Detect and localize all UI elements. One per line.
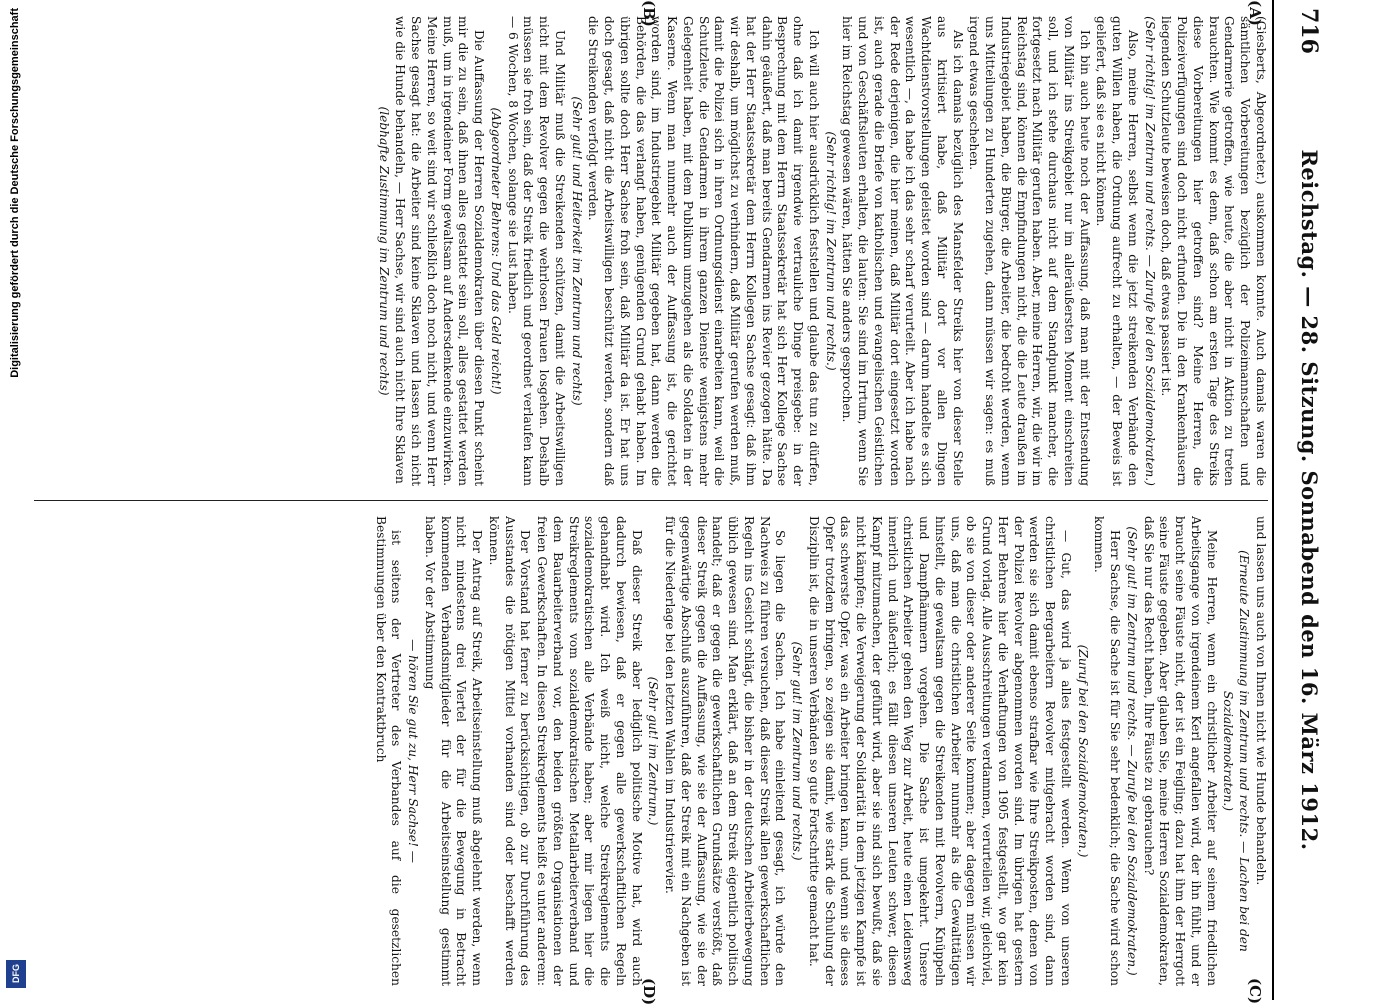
paragraph: Daß dieser Streik aber lediglich politische Motive hat, wird auch dadurch bewiesen, daß er gegen alle gewerkschaftlichen Regeln gehandhabt wird. Ich weiß nicht, welche Streikreglements die sozialdemokratischen alle Verbände haben; aber mir liegen hier die Streikreglements vom sozialdemokratischen Metallarbeiterverband und dem Bauarbeiterverband vor, den beiden größten Organisationen der freien Gewerkschaften. In diesen Streikreglements heißt es unter anderem:: [535, 516, 644, 986]
page-header: [1272, 0, 1330, 1000]
page-number: 716: [1296, 8, 1322, 54]
column-divider: [6, 500, 1268, 501]
footer-strip: [0, 0, 34, 1000]
interjection: — hören Sie gut zu, Herr Sachse! —: [406, 639, 421, 863]
dfg-logo: DFG: [6, 960, 26, 988]
interjection: (Sehr gut! und Heiterkeit im Zentrum und rechts): [569, 96, 584, 406]
paragraph: — Gut, das wird ja alles festgestellt werden. Wenn von unseren christlichen Bergarbeitern Revolver mitgebracht worden sind, dann werden sie sich damit ebenso strafbar wie Ihre Streikposten, denen von der Polizei Revolver abgenommen worden sind. Im übrigen hat gestern Herr Behrens hier die Verhaftungen von 1905 festgestellt, wo gar kein Grund vorlag. Alle Ausschreitungen verdammen, verurteilen wir, gleichviel, ob sie von dieser oder anderer Seite kommen; aber dagegen müssen wir uns, daß man die christlichen Arbeiter nunmehr als die Gewalttätigen hinstellt, die gewaltsam gegen die Streikenden mit Revolvern, Knüppeln und Dampfhämmern vorgehen. Die Sache ist umgekehrt. Unsere christlichen Arbeiter gehen den Weg zur Arbeit, heute einen Leidensweg innerlich und äußerlich; es fällt diesen unseren Leuten schwer, diesen Kampf mitzumachen, der geführt wird, aber sie sind sich bewußt, daß sie nicht kämpfen; die Verweigerung der Solidarität in dem jetzigen Kampfe ist das schwerste Opfer, was ein Arbeiter bringen kann, und wenn sie dieses Opfer trotzdem bringen, so zeigen sie damit, wie stark die Schulung der Disziplin ist, die in unseren Verbänden so gute Fortschritte gemacht hat.: [807, 516, 1073, 986]
right-text-column: [6, 516, 1268, 986]
paragraph: Als ich damals bezüglich des Mansfelder Streiks hier von dieser Stelle aus kritisiert habe, daß Militär dort vor allen Dingen Wachtdienstvorstellungen geleistet worden sind — darum handelte es sich wesentlich —, da habe ich das sehr scharf verurteilt. Aber ich habe nach der Rede derjenigen, die hier meinen, daß Militär dort eingesetzt worden ist, auch gerade die Briefe von katholischen und evangelischen Geistlichen und von Geschäftsleuten erhalten, die lauten: Sie sind im Irrtum, wenn Sie hier im Reichstag gewesen wären, hätten Sie anders gesprochen.: [840, 16, 965, 486]
interjection: (Sehr richtig! im Zentrum und rechts. — Zurufe bei den Sozialdemokraten.): [1142, 16, 1157, 486]
interjection: (Zuruf bei den Sozialdemokraten.): [1075, 644, 1090, 858]
interjection: (Sehr richtig! im Zentrum und rechts.): [823, 131, 838, 371]
interjection: (Sehr gut! im Zentrum und rechts. — Zurufe bei den Sozialdemokraten.): [1125, 526, 1139, 976]
paragraph: So liegen die Sachen. Ich habe einleitend gesagt, ich würde den Nachweis zu führen versuchen, daß dieser Streik allen gewerkschaftlichen Regeln ins Gesicht schlägt, die bisher in der deutschen Arbeiterbewegung üblich gewesen sind. Man erklärt, daß an dem Streik eigentlich politisch handelt; daß er gegen die gewerkschaftlichen Grundsätze verstößt, daß dieser Streik gegen die Auffassung, wie sie der Auffassung, wie sie der gegenwärtige Abschluß auszuführen, daß der Streik mit ein Nachgeben ist für die Niederlage bei den letzten Wahlen im Industrierevier.: [663, 516, 788, 986]
paragraph: Und Militär muß die Streikenden schützen, damit die Arbeitswilligen nicht mit dem Revolver gegen die wehrlosen Frauen losgehen. Deshalb müssen sie froh sein, daß der Streik friedlich und geordnet verlaufen kann — 6 Wochen, 8 Wochen, solange sie Lust haben.: [505, 16, 567, 486]
interjection: (Sehr gut! im Zentrum.): [646, 676, 661, 826]
margin-letter-a: (A): [1246, 0, 1264, 26]
paragraph: Also, meine Herren, selbst wenn die jetzt streikenden Verbände den guten Willen haben, die Ordnung aufrecht zu erhalten, — der Beweis ist geliefert, daß sie es nicht können.: [1094, 16, 1140, 486]
paragraph: Die Auffassung der Herren Sozialdemokraten über diesen Punkt scheint mir die zu sein, daß ihnen alles gestattet sein soll, alles gestattet werden muß, um in irgendeiner Form gewaltsam auf Andersdenkende einzuwirken. Meine Herren, so weit sind wir schließlich doch noch nicht, und wenn Herr Sachse gesagt hat: die Arbeiter sind keine Sklaven und lassen sich nicht wie die Hunde behandeln, — Herr Sachse, wir sind auch nicht Ihre Sklaven: [393, 16, 487, 486]
margin-letter-c: (C): [1246, 978, 1264, 1005]
paragraph: Ich bin auch heute noch der Auffassung, daß man mit der Entsendung von Militär ins Streikgebiet nur im alleräußersten Moment einschreiten soll, und ich stehe durchaus nicht auf dem Standpunkt mancher, die fortgesetzt nach Militär gerufen haben. Aber, meine Herren, wir, die wir im Reichstag sind, können die Empfindungen nicht, die die Leute draußen im Industriegebiet haben, die Bürger, die Arbeiter, die bedroht werden, wenn uns Mitteilungen zu Hunderten zugehen, dann müssen wir sagen: es muß irgend etwas geschehen.: [967, 16, 1092, 486]
interjection: (Abgeordneter Behrens: Und das Geld reicht!): [489, 107, 503, 395]
funding-credit: Digitalisierung gefördert durch die Deutsche Forschungsgemeinschaft: [9, 8, 21, 378]
page-title: Reichstag. — 28. Sitzung. Sonnabend den 16. März 1912.: [1297, 149, 1322, 851]
interjection: (Sehr gut! im Zentrum und rechts.): [790, 641, 805, 861]
interjection: (Erneute Zustimmung im Zentrum und rechts. — Lachen bei den Sozialdemokraten.): [1221, 550, 1252, 952]
paragraph: Herr Sachse, die Sache ist für Sie sehr bedenklich; die Sache wird schon kommen.: [1092, 516, 1123, 986]
quoted-paragraph: Der Antrag auf Streik, Arbeitseinstellung muß abgelehnt werden, wenn nicht mindestens drei Viertel der für die Bewegung in Betracht kommenden Verbandsmitglieder für die Arbeitseinstellung gestimmt haben. Vor der Abstimmung: [423, 516, 485, 986]
quoted-paragraph: ist seitens der Vertreter des Verbandes auf die gesetzlichen Bestimmungen über den Kontraktbruch: [373, 516, 404, 986]
quoted-paragraph: Der Vorstand hat ferner zu berücksichtigen, ob zur Durchführung des Ausstandes die nötigen Mittel vorhanden sind oder beschafft werden können.: [487, 516, 533, 986]
interjection: (lebhafte Zustimmung im Zentrum und rechts): [376, 106, 391, 396]
paragraph: und lassen uns auch von Ihnen nicht wie Hunde behandeln.: [1254, 516, 1268, 886]
paragraph: (Giesberts, Abgeordneter.) auskommen konnte. Auch damals waren die sämtlichen Vorbereitungen bezüglich der Polizeimannschaften und Gendarmerie getroffen, wie heute, die aber nicht in Aktion zu treten brauchten. Wie kommt es denn, daß schon am ersten Tage des Streiks diese Vorbereitungen hier getroffen sind? Meine Herren, die Polizeiverfügungen sind doch nicht erfunden. Die in den Krankenhäusern liegenden Schutzleute beweisen doch, daß etwas passiert ist.: [1159, 16, 1268, 486]
paragraph: Meine Herren, wenn ein christlicher Arbeiter auf seinem friedlichen Arbeitsgange von irgendeinem Kerl angefallen wird, der ihn fühlt, und er braucht seine Fäuste nicht, der ist ein Feigling; dazu hat ihm der Herrgott seine Fäuste gegeben. Aber glauben Sie, meine Herren Sozialdemokraten, daß Sie nur das Recht haben, Ihre Fäuste zu gebrauchen?: [1141, 516, 1219, 986]
left-text-column: [6, 16, 1268, 486]
paragraph: Ich will auch hier ausdrücklich feststellen und glaube das tun zu dürfen, ohne daß ich damit irgendwie vertrauliche Dinge preisgebe: in der Besprechung mit dem Herrn Staatssekretär hat sich Herr Kollege Sachse dahin geäußert, daß man bereits Gendarmen ins Revier gezogen hätte. Da hat der Herr Staatssekretär dem Herrn Kollegen Sachse gesagt: daß ihm wir deshalb, um möglichst zu verhindern, daß Militär gerufen werden muß, damit die Polizei sich in ihren Ordnungsdienst einarbeiten kann, weil die Schutzleute, die Gendarmen in ihrem ganzen Dienste wenigstens mehr Gelegenheit haben, mit dem Publikum umzugehen als die Soldaten in der Kaserne. Wenn man nunmehr auch der Auffassung ist, die gerichtet worden sind, im Industriegebiet Militär gegeben hat, dann werden die Behörden, die das verlangt haben, genügenden Grund gehabt haben. Im übrigen sollte doch Herr Sachse froh sein, daß Militär da ist. Er hat uns doch gesagt, daß nicht die Arbeitswilligen beschützt werden, sondern daß die Streikenden verfolgt werden.: [586, 16, 821, 486]
margin-letter-b: (B): [640, 0, 658, 27]
margin-letter-d: (D): [640, 978, 658, 1005]
